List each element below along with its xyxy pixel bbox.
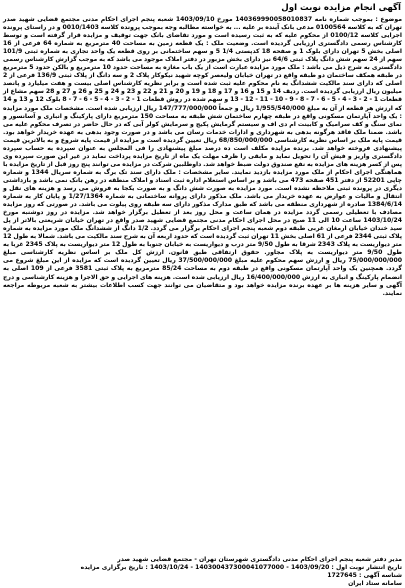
auction-notice	[3, 2, 403, 588]
notice-footer	[3, 556, 402, 588]
notice-body: موضوع : بموجب شماره نامه 140369990058010837 مورخ 1403/09/10 شعبه پنجم اجرای احکام مدنی مجتمع قضایی شهید صدر تهران که به کلاسه 0100564 مدعی بانک آینده بر علیه ... به خواسته مطالبه وجه بموجب پرونده کلاسه 0010/1403 و در راستای پرونده اجرایی کلاسه 0100/12 از محکوم علیه که به ثبت رسیده است و مورد تقاضای بانک جهت توقیف و مزایده قرار گرفته است و توسط کارشناس رسمی دادگستری ارزیابی گردیده است. وضعیت ملک : یک قطعه زمین به مساحت 40 مترمربع به شماره 64 فرعی از 16 اصلی بخش 5 تهران دارای بلوک 1 و صفحه 18 کدپستی 1/4 5 و سهم ساختمانی بر روی قطعه یک واحد تجاری به شماره ثبتی 101/9 سهم از 24 سهم شش دانگ پلاک ثبتی 64/6 نیز دارای بخش مزبور در دفتر املاک موجود می باشد که به موجب گزارش کارشناس رسمی دادگستری به شرح ذیل می باشد : ملک مورد مزایده عبارت است از یک باب مغازه به مساحت حدود 10 مترمربع و بالکن حدود 5 مترمربع در طبقه همکف ساختمان دو طبقه واقع در تهران خیابان ولیعصر کوچه شهید نیکوکار پلاک 2 و سه دانگ از پلاک ثبتی 136/9 فرعی از 2 اصلی که دارای سند مالکیت ششدانگ به نام محکوم علیه ثبت شده است و برابر نظریه کارشناس اصلی بیست و هفت میلیارد و پانصد میلیون ریال ارزیابی گردیده است. ردیف 14 و 15 و 16 و 17 و 18 و 19 و 20 و 21 و 22 و 23 و 24 و 25 و 26 و 27 و 28 سهم مشاع از قطعات 1 - 2 - 3 - 4 - 5 - 6 - 7 - 8 - 9 - 10 - 11 - 12 - 13 و سهم شده در روش قطعات 1 - 2 - 3 - 4 - 5 - 6 - 7 - 8 بلوک 12 و 13 و 14 که ارزش هر قطعه از آن به مبلغ 1/955/540/000 ریال و جمعاً 147/777/000/000 ریال ارزیابی شده است. مشخصات ملک مورد مزایده : یک واحد آپارتمان مسکونی واقع در طبقه چهارم ساختمان شش طبقه به مساحت 150 مترمربع دارای پارکینگ و انباری و آسانسور و نمای سنگ و کف سرامیک و کابینت ام دی اف و سیستم گرمایش پکیج و سرمایش کولر آبی که در حال حاضر در تصرف محکوم علیه می باشد. ضمنا ملک فاقد هرگونه بدهی به شهرداری و ادارات خدمات رسان می باشد و در صورت وجود بدهی به عهده خریدار خواهد بود. قیمت پایه ملک بر اساس نظریه کارشناسی 68/850/000/000 ریال تعیین گردیده است و مزایده از قیمت پایه شروع و به بالاترین قیمت پیشنهادی فروخته خواهد شد. برنده مزایده مکلف است ده درصد مبلغ پیشنهادی را فی المجلس به عنوان سپرده به حساب سپرده دادگستری واریز و فیش آن را تحویل نماید و مابقی را ظرف مهلت یک ماه از تاریخ مزایده پرداخت نماید در غیر این صورت سپرده وی پس از کسر هزینه های مزایده به نفع صندوق دولت ضبط خواهد شد. داوطلبین شرکت در مزایده می توانند پنج روز قبل از تاریخ مزایده با هماهنگی اجرای احکام از ملک مورد مزایده بازدید نمایند. سایر مشخصات : ملک دارای سند تک برگ به شماره سریال 1344 و شماره چاپی 52201 از دفتر 451 صفحه 473 می باشد و بر اساس استعلام اداره ثبت اسناد و املاک منطقه در رهن بانک نمی باشد و بازداشتی دیگری در پرونده ثبتی ملاحظه نشده است. مورد مزایده به صورت شش دانگ و به صورت یکجا به فروش می رسد و هزینه های نقل و انتقال و مالیات و عوارض به عهده خریدار می باشد. ملک مذکور دارای پروانه ساختمانی به شماره 1/27/1364 و پایان کار به شماره 1384/6/14 صادره از شهرداری منطقه می باشد که طبق مدارک مذکور دارای سه طبقه روی پیلوت می باشد. در صورتی که روز مزایده مصادف با تعطیلی رسمی گردد مزایده در همان ساعت و محل روز بعد از تعطیل برگزار خواهد شد. مزایده در روز دوشنبه مورخ 1403/10/24 ساعت 10 الی 11 صبح در محل اجرای احکام مدنی مجتمع قضایی شهید صدر واقع در تهران خیابان شریعتی بالاتر از پل سید خندان خیابان ارمغان غربی طبقه دوم شعبه پنجم اجرای احکام برگزار می گردد. 1/2 دانگ از ششدانگ ملک مورد مزایده به شماره پلاک ثبتی 2344 فرعی از 61 اصلی بخش 11 تهران ثبت گردیده است که حدود اربعه آن به شرح سند مالکیت می باشد. شمالا به طول 12 متر دیواریست به پلاک 2343 شرقا به طول 9/50 متر درب و دیواریست به خیابان جنوبا به طول 12 متر دیواریست به پلاک 2345 غربا به طول 9/50 متر دیواریست به پلاک مجاور. حقوق ارتفاقی طبق قانون. ارزش کل ملک بر اساس نظریه کارشناسی مبلغ 75/000/000/000 ریال و ارزش سهم محکوم علیه مبلغ 37/500/000/000 ریال تعیین گردیده است که مزایده از این مبلغ شروع می گردد. همچنین یک واحد آپارتمان مسکونی واقع در طبقه دوم به مساحت 85/24 مترمربع به پلاک ثبتی 3581 فرعی از 109 اصلی به انضمام پارکینگ و انباری به ارزش 16/400/000/000 ریال ارزیابی شده است. هزینه های اجرایی و حق الاجرا و هزینه کارشناسی و درج آگهی و سایر هزینه ها بر عهده برنده مزایده خواهد بود و متقاضیان می توانند جهت کسب اطلاعات بیشتر به شعبه مربوطه مراجعه نمایند.	[3, 16, 403, 297]
footer-line-office: مدیر دفتر شعبه پنجم اجرای احکام مدنی دادگستری شهرستان تهران - مجتمع قضایی شهید صدر	[117, 556, 402, 563]
notice-title: آگهی انجام مزایده نوبت اول	[281, 3, 401, 13]
footer-line-dates: تاریخ انتشار نوبت اول : 1403/09/20 - 140300437300041077000 - 1403/10/24 : تاریخ برگزاری مزایده	[80, 564, 402, 572]
footer-line-source: سامانه ستاد ایران	[348, 580, 402, 588]
footer-line-id: شناسه آگهی : 1727645	[327, 572, 402, 580]
